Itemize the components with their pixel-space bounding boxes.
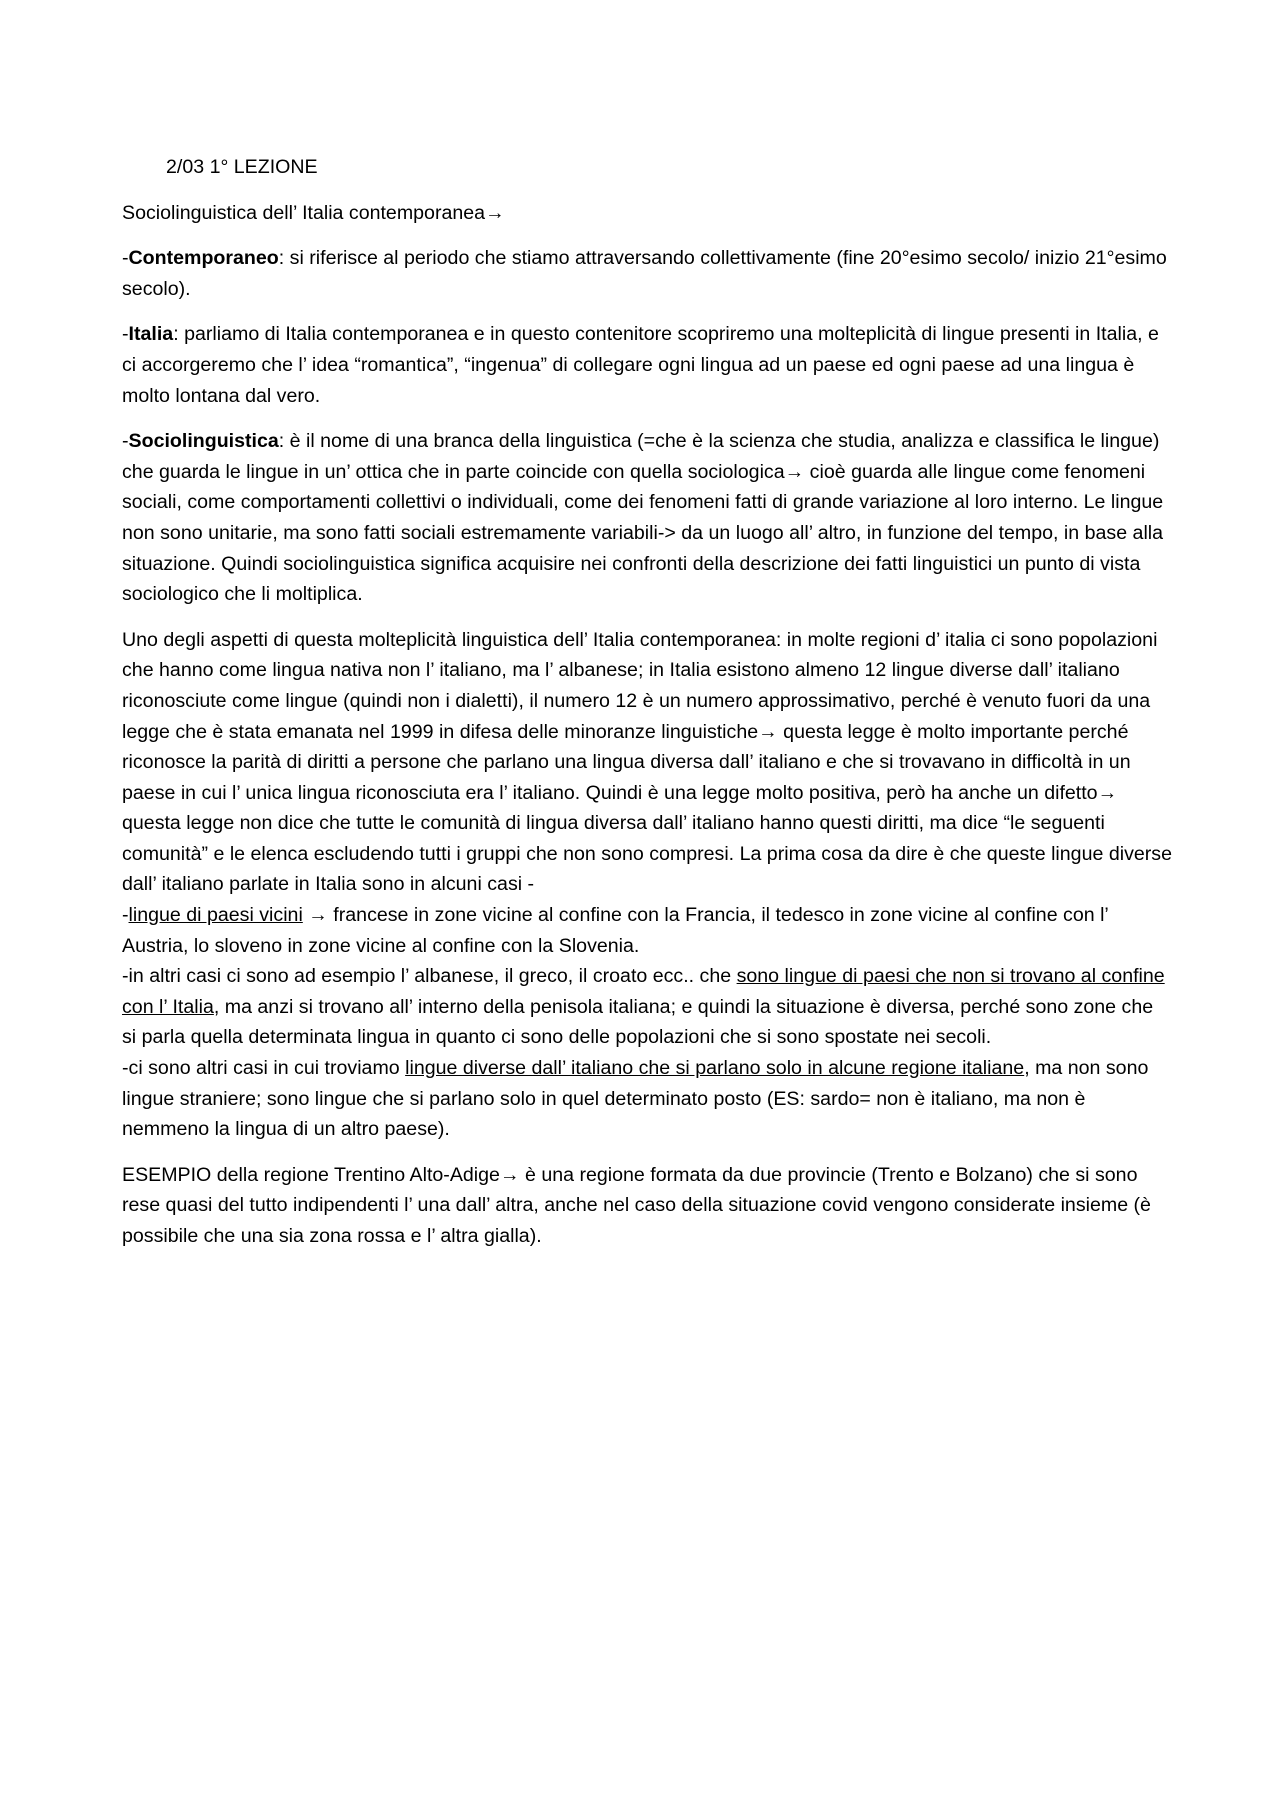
paragraph-text: : si riferisce al periodo che stiamo attraversando collettivamente (fine 20°esimo secolo/ inizio 21°esimo secolo).	[122, 247, 1167, 300]
dash: -	[122, 904, 129, 927]
paragraph-italia	[122, 319, 1172, 411]
paragraph-text: : parliamo di Italia contemporanea e in questo contenitore scopriremo una molteplicità di lingue presenti in Italia, e ci accorgeremo che l’ idea “romantica”, “ingenua” di collegare ogni lingua ad un paese ed ogni paese ad una lingua è molto lontana dal vero.	[122, 323, 1159, 407]
paragraph-molteplicita	[122, 625, 1172, 1145]
list-item-text: , ma anzi si trovano all’ interno della penisola italiana; e quindi la situazione è diversa, perché sono zone che si parla quella determinata lingua in quanto ci sono delle popolazioni che si sono spostate nei secoli.	[122, 995, 1154, 1049]
list-item	[122, 900, 1172, 961]
term-sociolinguistica: Sociolinguistica	[128, 430, 279, 453]
dash: -	[122, 247, 129, 270]
paragraph-text: è una regione formata da due provincie (Trento e Bolzano) che si sono rese quasi del tutto indipendenti l’ una dall’ altra, anche nel caso della situazione covid vengono considerate insieme (è possibile che una sia zona rossa e l’ altra gialla).	[122, 1163, 1151, 1247]
paragraph-text: questa legge è molto importante perché riconosce la parità di diritti a persone che parlano una lingua diversa dall’ italiano e che si trovavano in difficoltà in un paese in cui l’ unica lingua riconosciuta era l’ italiano. Quindi è una legge molto positiva, però ha anche un difetto	[122, 720, 1131, 804]
paragraph-text: : è il nome di una branca della linguistica (=che è la scienza che studia, analizza e classifica le lingue) che guarda le lingue in un’ ottica che in parte coincide con quella sociologica	[122, 430, 1160, 483]
document-title	[122, 198, 1172, 229]
term-contemporaneo: Contemporaneo	[128, 247, 279, 270]
paragraph-text: ESEMPIO della regione Trentino Alto-Adige	[122, 1163, 500, 1186]
arrow-right-icon: →	[308, 904, 328, 927]
underlined-text: lingue di paesi vicini	[128, 904, 303, 927]
dash: -	[122, 323, 129, 346]
arrow-right-icon: →	[485, 201, 505, 224]
paragraph-text: cioè guarda alle lingue come fenomeni sociali, come comportamenti collettivi o individuali, come dei fenomeni fatti di grande variazione al loro interno. Le lingue non sono unitarie, ma sono fatti sociali estremamente variabili-> da un luogo all’ altro, in funzione del tempo, in base alla situazione. Quindi sociolinguistica significa acquisire nei confronti della descrizione dei fatti linguistici un punto di vista sociologico che li moltiplica.	[122, 460, 1164, 606]
term-italia: Italia	[128, 323, 174, 346]
paragraph-esempio	[122, 1160, 1172, 1252]
paragraph-text: questa legge non dice che tutte le comunità di lingua diversa dall’ italiano hanno questi diritti, ma dice “le seguenti comunità” e le elenca escludendo tutti i gruppi che non sono compresi. La prima cosa da dire è che queste lingue diverse dall’ italiano parlate in Italia sono in alcuni casi -	[122, 812, 1172, 896]
list-item-text: francese in zone vicine al confine con la Francia, il tedesco in zone vicine al confine con l’ Austria, lo sloveno in zone vicine al confine con la Slovenia.	[122, 904, 1109, 957]
lesson-heading: 2/03 1° LEZIONE	[166, 156, 318, 178]
dash: -	[122, 430, 129, 453]
title-text: Sociolinguistica dell’ Italia contemporanea	[122, 201, 486, 224]
arrow-right-icon: →	[784, 460, 805, 483]
arrow-right-icon: →	[758, 720, 778, 743]
list-item	[122, 961, 1172, 1053]
paragraph-text: Uno degli aspetti di questa molteplicità linguistica dell’ Italia contemporanea: in molte regioni d’ italia ci sono popolazioni che hanno come lingua nativa non l’ italiano, ma l’ albanese; in Italia esistono almeno 12 lingue diverse dall’ italiano riconosciute come lingue (quindi non i dialetti), il numero 12 è un numero approssimativo, perché è venuto fuori da una legge che è stata emanata nel 1999 in difesa delle minoranze linguistiche	[122, 628, 1158, 743]
list-item-text: -ci sono altri casi in cui troviamo	[122, 1057, 406, 1080]
paragraph-sociolinguistica	[122, 426, 1172, 610]
list-item	[122, 1053, 1172, 1145]
paragraph-contemporaneo	[122, 243, 1172, 304]
underlined-text: sono lingue di paesi che non si trovano al confine con l’ Italia	[122, 965, 1165, 1018]
list-item-text: -in altri casi ci sono ad esempio l’ albanese, il greco, il croato ecc.. che	[122, 965, 737, 988]
document-body	[122, 152, 1172, 1267]
list-item-text: , ma non sono lingue straniere; sono lingue che si parlano solo in quel determinato posto (ES: sardo= non è italiano, ma non è nemmeno la lingua di un altro paese).	[122, 1057, 1149, 1141]
underlined-text: lingue diverse dall’ italiano che si parlano solo in alcune regione italiane	[405, 1057, 1025, 1080]
arrow-right-icon: →	[1097, 781, 1118, 804]
arrow-right-icon: →	[499, 1163, 520, 1186]
